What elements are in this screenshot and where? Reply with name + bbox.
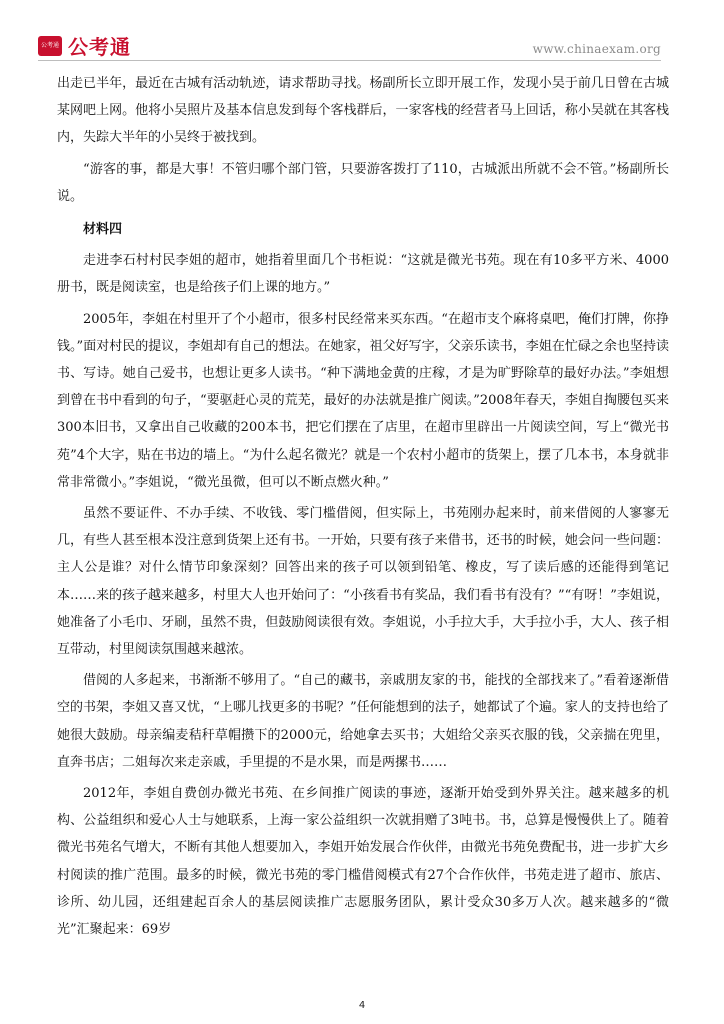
- logo-badge-icon: 公考通: [38, 36, 62, 56]
- paragraph: 借阅的人多起来，书渐渐不够用了。“自己的藏书，亲戚朋友家的书，能找的全部找来了。”看着逐渐借空的书架，李姐又喜又忧，“上哪儿找更多的书呢？”任何能想到的法子，她都试了个遍。家人的支持也给了她很大鼓励。母亲编麦秸秆草帽攒下的2000元，给她拿去买书；大姐给父亲买衣服的钱，父亲揣在兜里，直奔书店；二姐每次来走亲戚，手里提的不是水果，而是两摞书……: [57, 673, 669, 770]
- site-url[interactable]: www.chinaexam.org: [532, 42, 661, 56]
- paragraph: 虽然不要证件、不办手续、不收钱、零门槛借阅，但实际上，书苑刚办起来时，前来借阅的人寥寥无几，有些人甚至根本没注意到货架上还有书。一开始，只要有孩子来借书，还书的时候，她会问一些问题：主人公是谁？对什么情节印象深刻？回答出来的孩子可以领到铅笔、橡皮，写了读后感的还能得到笔记本……来的孩子越来越多，村里大人也开始问了：“小孩看书有奖品，我们看书有没有？”“有呀！”李姐说，她准备了小毛巾、牙刷，虽然不贵，但鼓励阅读很有效。李姐说，小手拉大手，大手拉小手，大人、孩子相互带动，村里阅读氛围越来越浓。: [57, 506, 669, 658]
- paragraph: 2005年，李姐在村里开了个小超市，很多村民经常来买东西。“在超市支个麻将桌吧，俺们打牌，你挣钱。”面对村民的提议，李姐却有自己的想法。在她家，祖父好写字，父亲乐读书，李姐在忙碌之余也坚持读书、写诗。她自己爱书，也想让更多人读书。“种下满地金黄的庄稼，才是为旷野除草的最好办法。”李姐想到曾在书中看到的句子，“要驱赶心灵的荒芜，最好的办法就是推广阅读。”2008年春天，李姐自掏腰包买来300本旧书，又拿出自己收藏的200本书，把它们摆在了店里，在超市里辟出一片阅读空间，写上“微光书苑”4个大字，贴在书边的墙上。“为什么起名微光？就是一个农村小超市的货架上，摆了几本书，本身就非常非常微小。”李姐说，“微光虽微，但可以不断点燃火种。”: [57, 311, 669, 490]
- brand-logo[interactable]: [38, 31, 131, 60]
- paragraph-quote: “游客的事，都是大事！不管归哪个部门管，只要游客拨打了110，古城派出所就不会不管。”杨副所长说。: [57, 161, 669, 204]
- paragraph: 2012年，李姐自费创办微光书苑、在乡间推广阅读的事迹，逐渐开始受到外界关注。越来越多的机构、公益组织和爱心人士与她联系，上海一家公益组织一次就捐赠了3吨书。书，总算是慢慢供上了。随着微光书苑名气增大，不断有其他人想要加入，李姐开始发展合作伙伴，由微光书苑免费配书，进一步扩大乡村阅读的推广范围。最多的时候，微光书苑的零门槛借阅模式有27个合作伙伴，书苑走进了超市、旅店、诊所、幼儿园，还组建起百余人的基层阅读推广志愿服务团队，累计受众30多万人次。越来越多的“微光”汇聚起来：69岁: [57, 786, 669, 938]
- paragraph: 走进李石村村民李姐的超市，她指着里面几个书柜说：“这就是微光书苑。现在有10多平方米、4000册书，既是阅读室，也是给孩子们上课的地方。”: [57, 253, 669, 296]
- header-divider: [38, 60, 661, 61]
- document-body: [57, 70, 669, 943]
- page-number: 4: [358, 1000, 366, 1011]
- paragraph-continued: 出走已半年，最近在古城有活动轨迹，请求帮助寻找。杨副所长立即开展工作，发现小吴于前几日曾在古城某网吧上网。他将小吴照片及基本信息发到每个客栈群后，一家客栈的经营者马上回话，称小吴就在其客栈内，失踪大半年的小吴终于被找到。: [57, 76, 669, 146]
- logo-text: 公考通: [68, 35, 131, 59]
- page-header: [0, 0, 724, 62]
- section-heading: 材料四: [83, 222, 123, 238]
